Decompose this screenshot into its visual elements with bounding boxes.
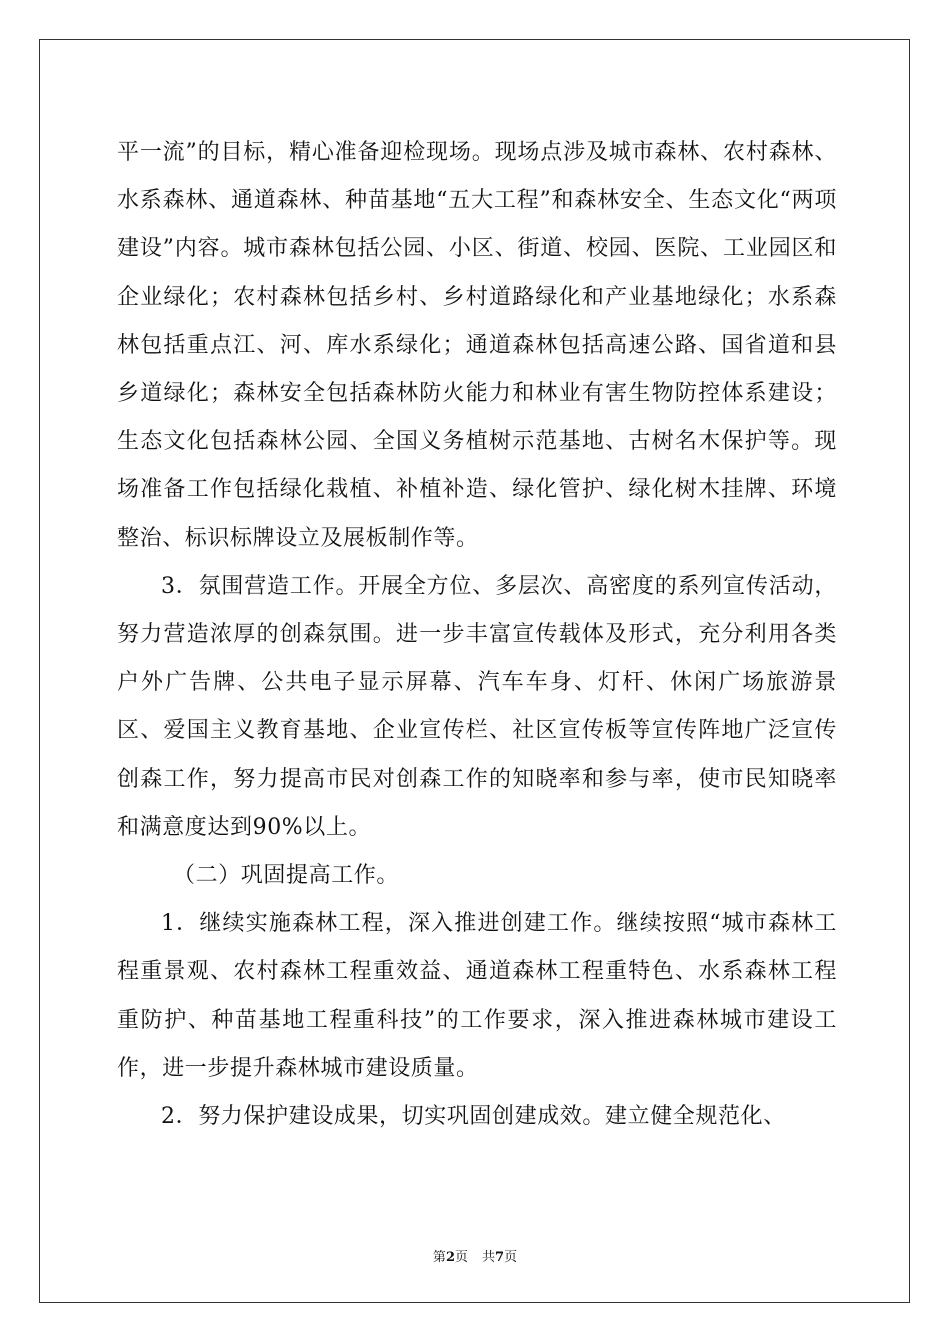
paragraph-atmosphere-work: 3．氛围营造工作。开展全方位、多层次、高密度的系列宣传活动，努力营造浓厚的创森氛围。进一步丰富宣传载体及形式，充分利用各类户外广告牌、公共电子显示屏幕、汽车车身、灯杆、休闲广场旅游景区、爱国主义教育基地、企业宣传栏、社区宣传板等宣传阵地广泛宣传创森工作，努力提高市民对创森工作的知晓率和参与率，使市民知晓率和满意度达到90%以上。 bbox=[117, 573, 837, 840]
page-number-suffix: 页 bbox=[454, 1250, 468, 1265]
page-number-total: 7 bbox=[495, 1250, 505, 1265]
page-number-prefix: 第 bbox=[432, 1250, 446, 1265]
page-number-current: 2 bbox=[445, 1250, 455, 1265]
page-total-prefix: 共 bbox=[482, 1250, 496, 1265]
section-heading-consolidate: （二）巩固提高工作。 bbox=[173, 863, 400, 889]
paragraph-forest-project: 1．继续实施森林工程，深入推进创建工作。继续按照“城市森林工程重景观、农村森林工程重效益、通道森林工程重特色、水系森林工程重防护、种苗基地工程重科技”的工作要求，深入推进森林城市建设工作，进一步提升森林城市建设质量。 bbox=[117, 911, 837, 1081]
page-total-suffix: 页 bbox=[504, 1250, 518, 1265]
page-footer bbox=[0, 1246, 950, 1265]
paragraph-protect-results: 2．努力保护建设成果，切实巩固创建成效。建立健全规范化、 bbox=[161, 1104, 786, 1130]
document-body bbox=[117, 129, 837, 1141]
paragraph-continuation: 平一流”的目标，精心准备迎检现场。现场点涉及城市森林、农村森林、水系森林、通道森林、种苗基地“五大工程”和森林安全、生态文化“两项建设”内容。城市森林包括公园、小区、街道、校园、医院、工业园区和企业绿化；农村森林包括乡村、乡村道路绿化和产业基地绿化；水系森林包括重点江、河、库水系绿化；通道森林包括高速公路、国省道和县乡道绿化；森林安全包括森林防火能力和林业有害生物防控体系建设；生态文化包括森林公园、全国义务植树示范基地、古树名木保护等。现场准备工作包括绿化栽植、补植补造、绿化管护、绿化树木挂牌、环境整治、标识标牌设立及展板制作等。 bbox=[117, 140, 837, 551]
